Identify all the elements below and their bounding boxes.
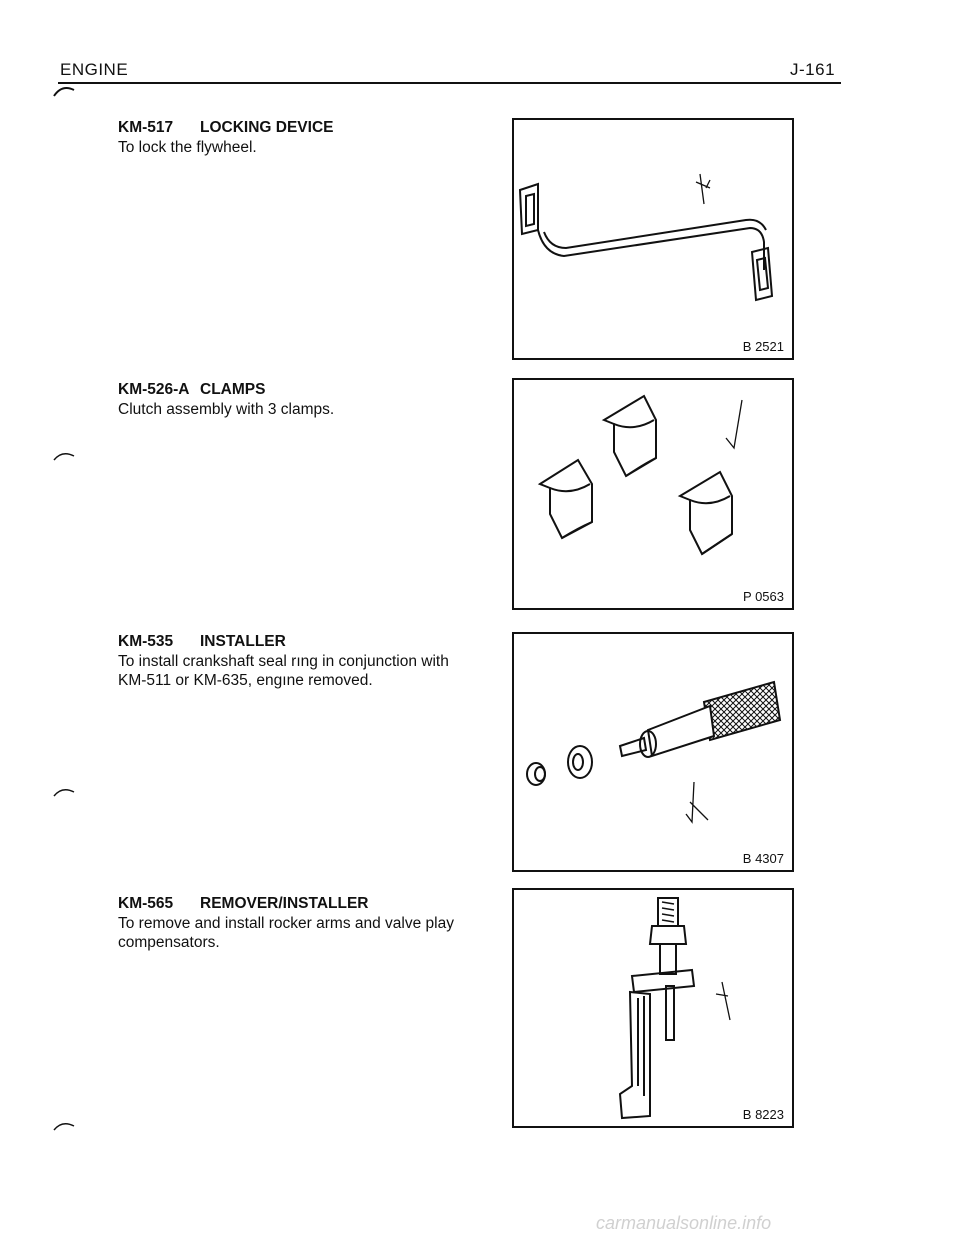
figure-clamps [512, 378, 794, 610]
margin-mark-icon [52, 1118, 76, 1132]
margin-mark-icon [52, 448, 76, 462]
tool-code: KM-526-A [118, 381, 190, 398]
tool-entry-km517 [118, 118, 478, 157]
tool-code: KM-517 [118, 119, 174, 136]
tool-name: LOCKING DEVICE [200, 119, 334, 136]
figure-label: P 0563 [743, 589, 784, 604]
installer-icon [514, 634, 792, 870]
margin-mark-icon [52, 784, 76, 798]
tool-code: KM-565 [118, 895, 174, 912]
tool-description: To install crankshaft seal rıng in conjunction with KM-511 or KM-635, engıne removed. [118, 653, 449, 689]
page-number: J-161 [790, 60, 836, 79]
tool-code: KM-535 [118, 633, 174, 650]
figure-installer [512, 632, 794, 872]
remover-installer-icon [514, 890, 792, 1126]
tool-entry-km535 [118, 632, 478, 690]
tool-name: REMOVER/INSTALLER [200, 895, 369, 912]
locking-device-icon [514, 120, 792, 358]
figure-label: B 8223 [742, 1107, 784, 1122]
tool-description: Clutch assembly with 3 clamps. [118, 401, 335, 418]
margin-mark-icon [52, 84, 76, 98]
tool-name: CLAMPS [200, 381, 266, 398]
tool-name: INSTALLER [200, 633, 286, 650]
figure-label: B 2521 [742, 339, 784, 354]
tool-entry-km565 [118, 894, 478, 952]
header-rule [58, 82, 841, 84]
tool-description: To lock the flywheel. [118, 139, 257, 156]
figure-label: B 4307 [742, 851, 784, 866]
figure-locking-device [512, 118, 794, 360]
tool-description: To remove and install rocker arms and valve play compensators. [118, 915, 454, 951]
tool-entry-km526a [118, 380, 478, 419]
section-title: ENGINE [60, 60, 129, 79]
figure-remover-installer [512, 888, 794, 1128]
watermark: carmanualsonline.info [596, 1213, 772, 1233]
clamps-icon [514, 380, 792, 608]
